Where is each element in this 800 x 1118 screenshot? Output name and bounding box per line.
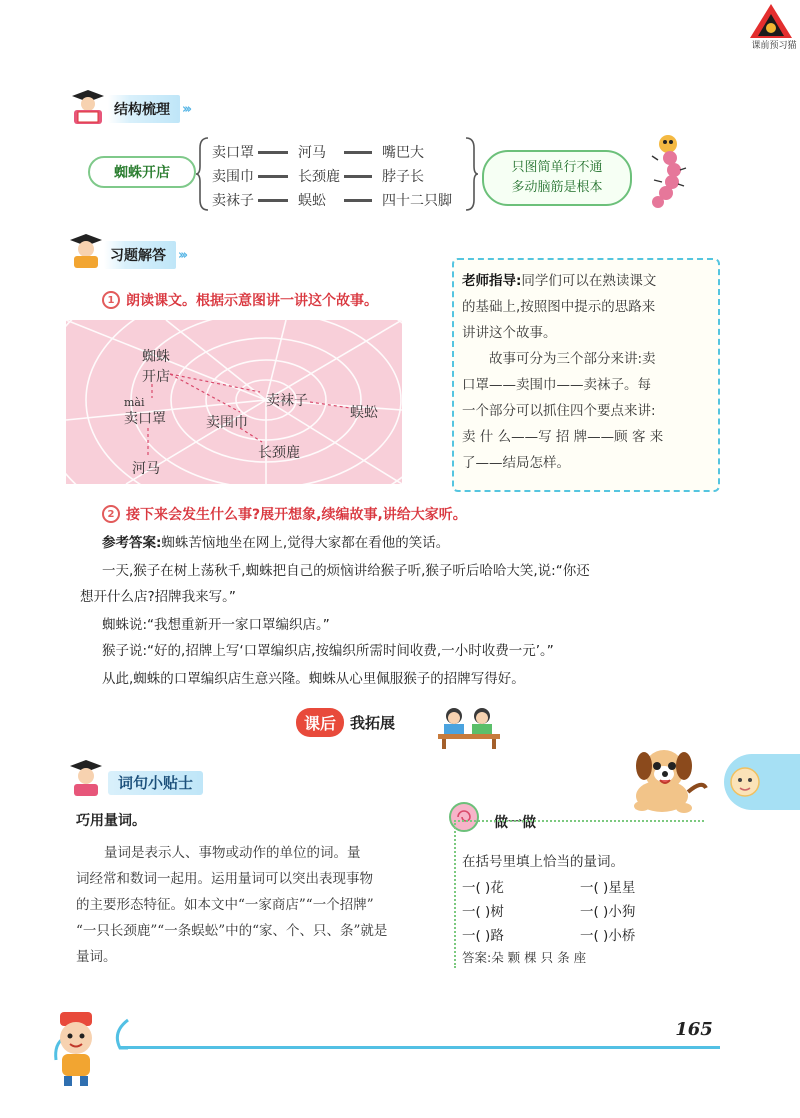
after-class-title: 我拓展 xyxy=(350,714,396,732)
doit-answer: 答案:朵 颗 棵 只 条 座 xyxy=(462,950,587,965)
web-label-sell-socks: 卖袜子 xyxy=(266,393,308,409)
web-label-pinyin: mài xyxy=(124,396,145,409)
web-label-open-shop: 开店 xyxy=(142,369,170,385)
question-number-icon: 1 xyxy=(102,291,120,309)
structure-row1-feature: 嘴巴大 xyxy=(382,145,424,161)
after-class-badge xyxy=(296,708,344,737)
web-label-giraffe: 长颈鹿 xyxy=(258,445,300,461)
structure-row3-feature: 四十二只脚 xyxy=(382,193,452,209)
doit-title: 做一做 xyxy=(494,815,536,831)
structure-row2-customer: 长颈鹿 xyxy=(298,169,340,185)
right-brace xyxy=(464,136,478,212)
teacher-label: 老师指导: xyxy=(462,273,522,289)
answer-paragraph-2b: 想开什么店?招牌我来写。” xyxy=(80,589,236,605)
structure-moral-bubble xyxy=(482,150,632,206)
connector-line xyxy=(344,151,372,154)
tips-line-2: 词经常和数词一起用。运用量词可以突出表现事物 xyxy=(76,871,373,887)
reading-student-icon xyxy=(66,88,110,128)
tips-subtitle: 巧用量词。 xyxy=(76,813,146,829)
badge-char-1: 课 xyxy=(304,714,321,733)
structure-row1-customer: 河马 xyxy=(298,145,326,161)
fill-row-1-right: 一( )星星 xyxy=(580,880,636,896)
fill-row-2-right: 一( )小狗 xyxy=(580,904,636,920)
structure-center-oval xyxy=(88,156,196,188)
tips-title: 词句小贴士 xyxy=(108,771,203,795)
web-label-spider: 蜘蛛 xyxy=(142,349,170,365)
teacher-line-5: 口罩——卖围巾——卖袜子。每 xyxy=(462,377,651,393)
web-label-sell-mask: 卖口罩 xyxy=(124,411,166,427)
tips-paragraph xyxy=(76,840,436,970)
spider-web-diagram xyxy=(66,320,402,484)
tips-line-1: 量词是表示人、事物或动作的单位的词。量 xyxy=(104,845,361,861)
web-label-hippo: 河马 xyxy=(132,461,160,477)
web-label-sell-scarf: 卖围巾 xyxy=(206,415,248,431)
after-class-banner xyxy=(296,708,395,737)
mascot-icon xyxy=(34,1008,118,1088)
students-at-desk-icon xyxy=(436,704,502,750)
web-label-centipede: 蜈蚣 xyxy=(350,405,378,421)
question-1 xyxy=(102,290,378,310)
puppy-icon xyxy=(622,740,722,820)
badge-char-2: 后 xyxy=(320,714,337,733)
answer-p1-text: 蜘蛛苦恼地坐在网上,觉得大家都在看他的笑话。 xyxy=(161,535,450,551)
moral-line-1: 只图简单行不通 xyxy=(511,160,603,175)
connector-line xyxy=(344,175,372,178)
question-2 xyxy=(102,504,467,524)
doit-instruction: 在括号里填上恰当的量词。 xyxy=(462,854,624,870)
student-icon xyxy=(66,232,106,270)
answer-paragraph-5: 从此,蜘蛛的口罩编织店生意兴隆。蜘蛛从心里佩服猴子的招牌写得好。 xyxy=(102,671,525,687)
centipede-icon xyxy=(638,132,698,210)
question-number-icon: 2 xyxy=(102,505,120,523)
exercises-title: 习题解答 xyxy=(104,241,176,269)
teacher-line-3: 讲讲这个故事。 xyxy=(462,325,557,341)
connector-line xyxy=(258,199,288,202)
connector-line xyxy=(344,199,372,202)
question-2-text: 接下来会发生什么事?展开想象,续编故事,讲给大家听。 xyxy=(126,507,467,523)
left-brace xyxy=(196,136,210,212)
tips-line-5: 量词。 xyxy=(76,949,117,965)
answer-paragraph-1 xyxy=(102,530,449,556)
answer-paragraph-2a: 一天,猴子在树上荡秋千,蜘蛛把自己的烦恼讲给猴子听,猴子听后哈哈大笑,说:“你还 xyxy=(102,563,590,579)
structure-row1-sell: 卖口罩 xyxy=(212,145,254,161)
structure-header xyxy=(108,94,189,124)
structure-title: 结构梳理 xyxy=(108,95,180,123)
structure-center-label: 蜘蛛开店 xyxy=(114,165,170,181)
chevron-right-icon: ››› xyxy=(182,101,190,117)
structure-row3-sell: 卖袜子 xyxy=(212,193,254,209)
answer-label: 参考答案: xyxy=(102,535,162,551)
page-number: 165 xyxy=(668,1014,720,1044)
baby-face-icon xyxy=(728,760,762,802)
tips-line-3: 的主要形态特征。如本文中“一家商店”“一个招牌” xyxy=(76,897,374,913)
connector-line xyxy=(258,151,288,154)
tips-header xyxy=(108,772,203,793)
teacher-line-2: 的基础上,按照图中提示的思路来 xyxy=(462,299,656,315)
tips-line-4: “一只长颈鹿”“一条蜈蚣”中的“家、个、只、条”就是 xyxy=(76,923,388,939)
fill-row-1-left: 一( )花 xyxy=(462,880,504,896)
footer-line xyxy=(120,1046,720,1049)
teacher-guidance-box xyxy=(452,258,720,492)
logo-text: 课前预习猫 xyxy=(751,41,797,51)
structure-row2-feature: 脖子长 xyxy=(382,169,424,185)
answer-paragraph-4: 猴子说:“好的,招牌上写‘口罩编织店,按编织所需时间收费,一小时收费一元’。” xyxy=(102,643,554,659)
fill-row-2-left: 一( )树 xyxy=(462,904,504,920)
student-icon xyxy=(66,758,106,798)
chevron-right-icon: ››› xyxy=(178,247,186,263)
fill-row-3-right: 一( )小桥 xyxy=(580,928,636,944)
footer-arc xyxy=(110,1018,130,1058)
teacher-line-6: 一个部分可以抓住四个要点来讲: xyxy=(462,403,656,419)
answer-paragraph-3: 蜘蛛说:“我想重新开一家口罩编织店。” xyxy=(102,617,330,633)
connector-line xyxy=(258,175,288,178)
fill-row-3-left: 一( )路 xyxy=(462,928,504,944)
structure-row3-customer: 蜈蚣 xyxy=(298,193,326,209)
teacher-line-8: 了——结局怎样。 xyxy=(462,455,570,471)
question-1-text: 朗读课文。根据示意图讲一讲这个故事。 xyxy=(126,293,378,309)
teacher-line-4: 故事可分为三个部分来讲:卖 xyxy=(489,351,656,367)
structure-row2-sell: 卖围巾 xyxy=(212,169,254,185)
exercises-header xyxy=(104,240,185,270)
moral-line-2: 多动脑筋是根本 xyxy=(511,180,603,195)
teacher-line-1: 同学们可以在熟读课文 xyxy=(521,273,657,289)
teacher-line-7: 卖 什 么——写 招 牌——顾 客 来 xyxy=(462,429,664,445)
